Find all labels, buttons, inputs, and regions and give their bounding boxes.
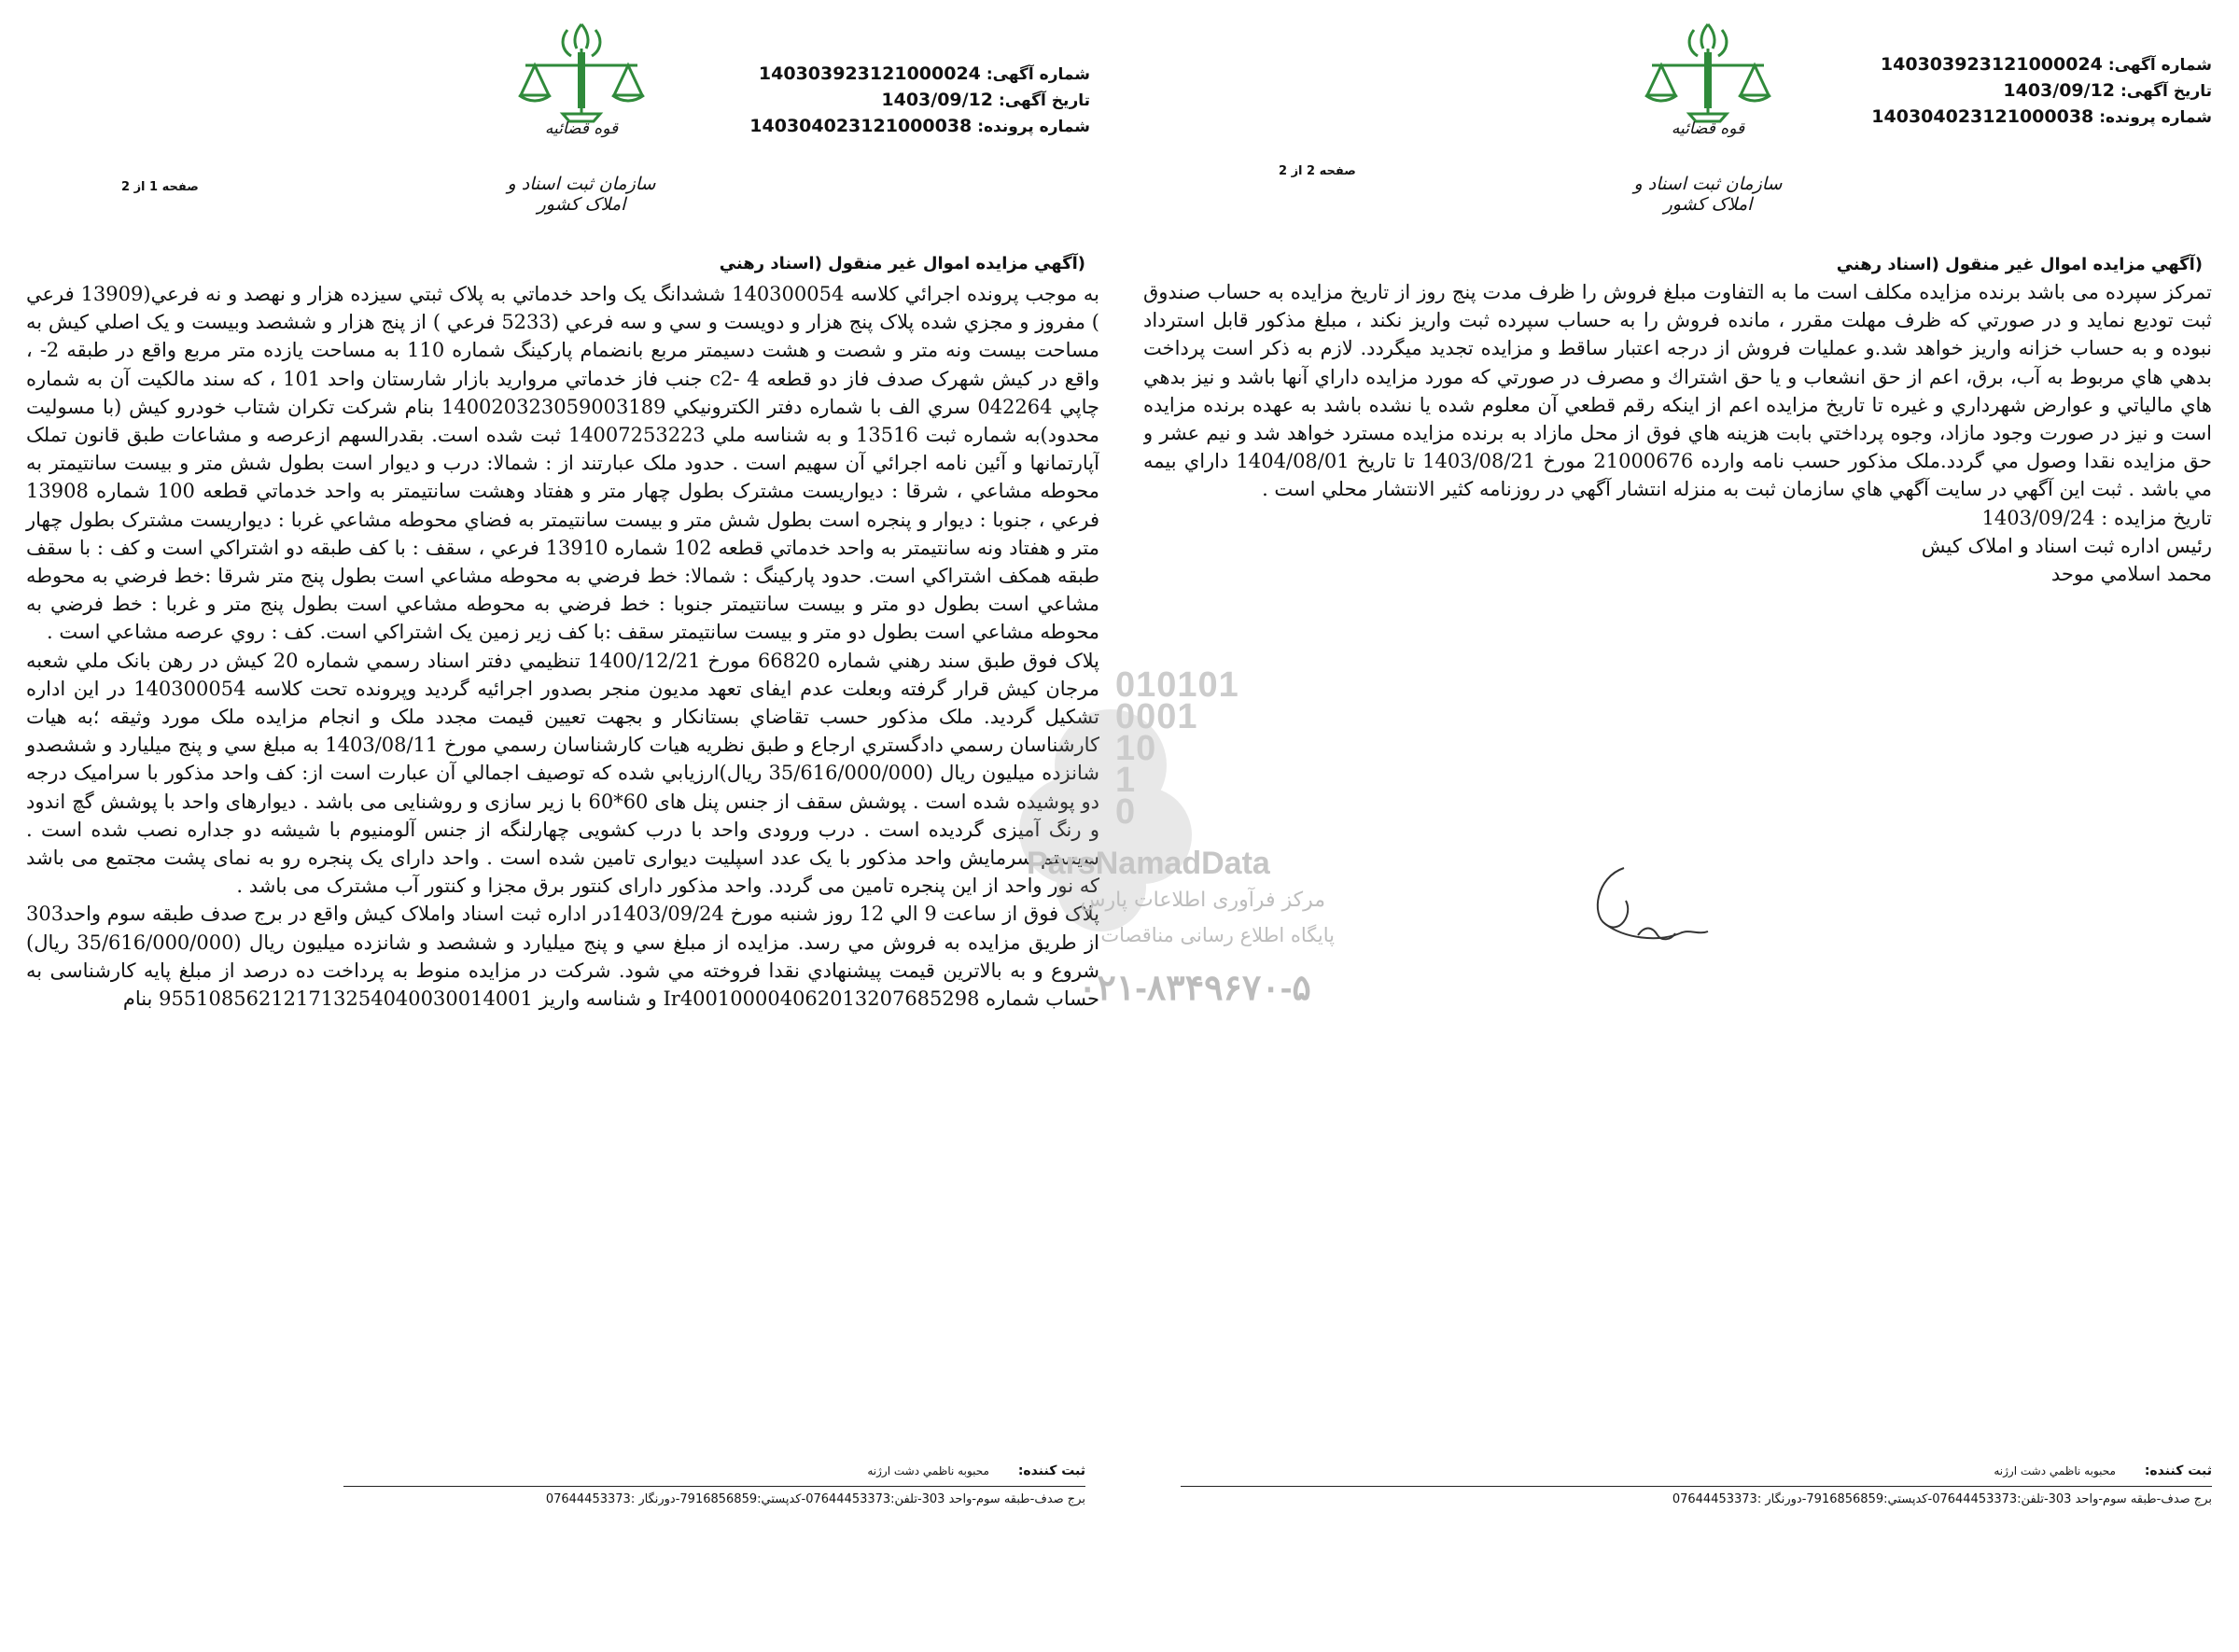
footer-address: برج صدف-طبقه سوم-واحد 303-تلفن:07644453373-كدپستي:7916856859-دورنگار :07644453373 — [1672, 1492, 2212, 1506]
notice-number-row: شماره آگهی: 140303923121000024 — [1880, 54, 2212, 75]
notice-number: 140303923121000024 — [1880, 54, 2103, 75]
watermark-digits: 010101 0001 10 1 0 — [1115, 665, 1239, 832]
body-paragraph: به موجب پرونده اجرائي كلاسه 140300054 ششدانگ يک واحد خدماتي به پلاک ثبتي سيزده هزار و نهصد و نه فرعي(13909 فرعي ) مفروز و مجزي شده پلاک پنج هزار و دويست و سي و سه فرعي (5233 فرعي ) از پنج هزار و ششصد وبيست و يک اصلي كيش به مساحت بيست ونه متر و شصت و هشت دسيمتر مربع بانضمام پاركينگ شماره 110 به مساحت يازده متر مربع واقع در طبقه 2- ، واقع در كيش شهرک صدف فاز دو قطعه c2- 4 جنب فاز خدماتي مرواريد بازار شارستان واحد 101 ، كه سند مالكيت آن به شماره چاپي 042264 سري الف با شماره دفتر الكترونيكي 140020323059003189 بنام شركت تكران شتاب خودرو كيش (با مسوليت محدود)به شماره ثبت 13516 و به شناسه ملي 14007253223 ثبت شده است. بقدرالسهم ازعرصه و مشاعات طبق قانون تملک آپارتمانها و آئين نامه اجرائي آن سهيم است . حدود ملک عبارتند از : شمالا: درب و ديوار است بطول شش متر و بيست سانتيمتر به محوطه مشاعي ، شرقا : ديواريست مشترک بطول چهار متر و هفتاد وهشت سانتيمتر به واحد خدماتي قطعه 100 شماره 13908 فرعي ، جنوبا : ديوار و پنجره است بطول شش متر و بيست سانتيمتر به فضاي محوطه مشاعي غربا : ديواريست مشترک بطول چهار متر و هفتاد ونه سانتيمتر به واحد خدماتي قطعه 102 شماره 13910 فرعي ، سقف : با كف طبقه دو اشتراكي است و كف : با سقف طبقه همكف اشتراكي است. حدود پاركينگ : شمالا: خط فرضي به محوطه مشاعي است بطول پنج متر شرقا :خط فرضي به محوطه مشاعي است بطول دو متر و بيست سانتيمتر جنوبا : خط فرضي به محوطه مشاعي است بطول پنج متر و غربا : خط فرضي به محوطه مشاعي است بطول دو متر و بيست سانتيمتر سقف :با كف زير زمين يک اشتراكي است. كف : روي عرصه مشاعي است . — [26, 283, 1099, 644]
watermark-brand: ParsNamadData — [1027, 846, 1270, 881]
org-line-2: سازمان ثبت اسناد و املاک کشور — [507, 174, 656, 215]
notice-date: 1403/09/12 — [881, 90, 994, 110]
org-line-2: سازمان ثبت اسناد و املاک کشور — [1633, 174, 1783, 215]
notice-number: 140303923121000024 — [758, 63, 981, 84]
signer-name: محمد اسلامي موحد — [2050, 563, 2212, 586]
file-number-row: شماره پرونده: 140304023121000038 — [749, 116, 1090, 136]
page-number: صفحه 1 از 2 — [121, 180, 199, 194]
auction-date-line: تاريخ مزايده : 1403/09/24 — [1981, 506, 2212, 529]
org-line-1: قوه قضائیه — [1671, 119, 1745, 138]
notice-title: (آگهي مزايده اموال غير منقول (اسناد رهني — [1836, 255, 2203, 274]
footer-divider — [1181, 1486, 2212, 1487]
registrar-line — [343, 1463, 1085, 1478]
watermark-line-2: پايگاه اطلاع رسانى مناقصات — [1100, 924, 1335, 946]
signature-image — [1568, 849, 1727, 971]
registrar-label: ثبت كننده: — [1017, 1463, 1085, 1478]
page-footer — [343, 1463, 1085, 1506]
signer-title: رئيس اداره ثبت اسناد و املاک كيش — [1921, 534, 2212, 557]
page-1 — [17, 0, 1099, 1652]
body-paragraph: پلاک فوق از ساعت 9 الي 12 روز شنبه مورخ 1403/09/24در اداره ثبت اسناد واملاک كيش واقع در برج صدف طبقه سوم واحد303 از طريق مزايده به فروش مي رسد. مزايده از مبلغ سي و پنج ميليارد و ششصد و شانزده ميليون ريال (35/616/000/000 ريال) شروع و به بالاترين قيمت پيشنهادي نقدا فروخته مي شود. شركت در مزايده منوط به پرداخت ده درصد از مبلغ پايه كارشناسى به حساب شماره Ir400100004062013207685298 و شناسه واريز 955108562121713254040030014001 بنام — [26, 903, 1099, 1011]
registrar-name: محبوبه ناظمي دشت ارژنه — [867, 1464, 989, 1477]
registrar-label: ثبت كننده: — [2144, 1463, 2212, 1478]
file-number-row: شماره پرونده: 140304023121000038 — [1871, 106, 2212, 127]
watermark-phone: ۰۲۱-۸۳۴۹۶۷۰-۵ — [1078, 969, 1311, 1008]
notice-meta — [735, 62, 1090, 140]
notice-date-row: تاریخ آگهی: 1403/09/12 — [2003, 80, 2212, 101]
page-number: صفحه 2 از 2 — [1279, 164, 1356, 178]
notice-number-row: شماره آگهی: 140303923121000024 — [758, 63, 1090, 84]
footer-address: برج صدف-طبقه سوم-واحد 303-تلفن:07644453373-كدپستي:7916856859-دورنگار :07644453373 — [545, 1492, 1085, 1506]
notice-body — [26, 280, 1099, 1013]
footer-divider — [343, 1486, 1085, 1487]
page-footer — [1181, 1463, 2212, 1506]
notice-title: (آگهي مزايده اموال غير منقول (اسناد رهني — [719, 254, 1085, 273]
notice-date-row: تاریخ آگهی: 1403/09/12 — [881, 90, 1090, 110]
registrar-name: محبوبه ناظمي دشت ارژنه — [1994, 1464, 2116, 1477]
org-line-1: قوه قضائیه — [544, 119, 619, 138]
watermark-line-1: مركز فرآورى اطلاعات پارس — [1080, 889, 1325, 912]
file-number: 140304023121000038 — [749, 116, 973, 136]
registrar-line — [1181, 1463, 2212, 1478]
file-number: 140304023121000038 — [1871, 106, 2094, 127]
notice-meta — [1853, 52, 2212, 131]
notice-date: 1403/09/12 — [2003, 80, 2116, 101]
body-paragraph: تمركز سپرده مى باشد برنده مزايده مكلف است ما به التفاوت مبلغ فروش را ظرف مدت پنج روز از تاريخ مزايده به حساب صندوق ثبت توديع نمايد و در صورتي كه ظرف مهلت مقرر ، مانده فروش را به حساب سپرده ثبت واريز نكند ، مبلغ مذكور قابل استرداد نبوده و به حساب خزانه واريز خواهد شد.و عمليات فروش از درجه اعتبار ساقط و مزايده تجديد ميگردد. لازم به ذكر است پرداخت بدهي هاي مربوط به آب، برق، اعم از حق انشعاب و يا حق اشتراك و مصرف در صورتي كه مورد مزايده داراي آنها باشد و نيز بدهي هاي مالياتي و عوارض شهرداري و غيره تا تاريخ مزايده اعم از اينكه رقم قطعي آن معلوم شده يا نشده باشد به عهده برنده مزايده است و نيز در صورت وجود مازاد، وجوه پرداختي بابت هزينه هاي فوق از محل مازاد به برنده مزايده مسترد خواهد شد و نيم عشر و حق مزايده نقدا وصول مي گردد.ملک مذكور حسب نامه وارده 21000676 مورخ 1403/08/21 تا تاريخ 1404/08/01 داراي بيمه مي باشد . ثبت اين آگهي در سايت آگهي هاي سازمان ثبت به منزله انتشار آگهي در روزنامه كثير الانتشار محلي است . — [1143, 281, 2213, 501]
notice-body — [1143, 278, 2212, 588]
body-paragraph: پلاک فوق طبق سند رهني شماره 66820 مورخ 1400/12/21 تنظيمي دفتر اسناد رسمي شماره 20 كيش در رهن بانک ملي شعبه مرجان كيش قرار گرفته وبعلت عدم ايفاى تعهد مديون منجر بصدور اجرائيه گرديد وپرونده تحت كلاسه 140300054 در اين اداره تشكيل گرديد. ملک مذكور حسب تقاضاي بستانكار و بجهت تعيين قيمت مجدد ملک و انجام مزايده ملک مورد وثيقه ؛به هيات كارشناسان رسمي دادگستري ارجاع و طبق نظريه هيات كارشناسان رسمي مورخ 1403/08/11 به مبلغ سي و پنج ميليارد و ششصدو شانزده ميليون ريال (35/616/000/000 ريال)ارزيابي شده كه توصيف اجمالي آن عبارت است از: كف واحد مذكور با سراميک درجه دو پوشيده شده است . پوشش سقف از جنس پنل هاى 60*60 با زير سازى و روشنايى مى باشد . ديوارهاى واحد با پوشش گچ اندود و رنگ آميزى گرديده است . درب ورودى واحد با درب كشويى چهارلنگه از جنس آلومنيوم با شيشه دو جداره نصب شده است . سيستم سرمايش واحد مذكور با يک عدد اسپليت ديوارى تامين شده است . واحد داراى يک پنجره رو به نماى پشت مجتمع مى باشد كه نور واحد از اين پنجره تامين مى گردد. واحد مذكور داراى كنتور برق مجزا و كنتور آب مشترک مى باشد . — [26, 649, 1099, 898]
